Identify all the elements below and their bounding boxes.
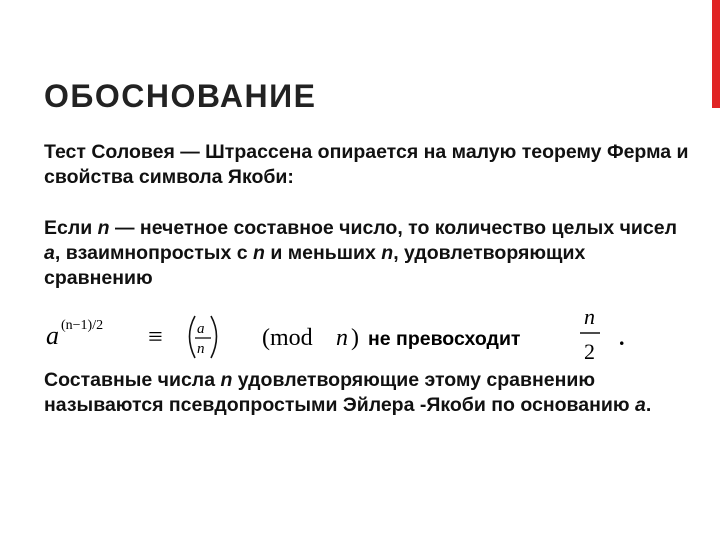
paragraph-definition — [44, 216, 694, 291]
var-n: n — [97, 217, 110, 239]
text-segment: . — [645, 394, 652, 416]
jacobi-left-paren — [190, 316, 196, 358]
var-n: n — [220, 369, 233, 391]
tail-text: не превосходит — [368, 328, 521, 350]
formula-graphic — [44, 302, 694, 364]
mod-var: n — [336, 325, 348, 351]
congruence-formula — [44, 302, 694, 364]
paragraph-intro: Тест Соловея — Штрассена опирается на малую теорему Ферма и свойства символа Якоби: — [44, 141, 689, 188]
accent-bar — [712, 0, 720, 108]
formula-period: . — [619, 325, 625, 350]
formula-exponent: (n−1)/2 — [61, 318, 104, 333]
mod-close: ) — [351, 325, 359, 351]
var-n: n — [252, 242, 265, 264]
paragraph-conclusion — [44, 368, 694, 418]
jacobi-denominator: n — [197, 341, 205, 357]
text-segment: Составные числа — [44, 369, 221, 391]
formula-equiv: ≡ — [148, 322, 163, 351]
slide-title: ОБОСНОВАНИЕ — [44, 78, 317, 114]
frac-numerator: n — [584, 304, 595, 329]
formula-base: a — [46, 321, 59, 350]
jacobi-right-paren — [211, 316, 217, 358]
text-segment: удовлетворяющие этому сравнению называются псевдопростыми Эйлера -Якоби по основанию — [44, 369, 635, 416]
jacobi-numerator: a — [197, 321, 205, 337]
var-n: n — [381, 242, 394, 264]
var-a: a — [634, 394, 646, 416]
text-segment: — нечетное составное число, то количество целых чисел — [109, 217, 677, 239]
text-segment: , удовлетворяющих сравнению — [44, 242, 586, 289]
text-segment: Если — [44, 217, 98, 239]
mod-open: (mod — [262, 325, 313, 351]
frac-denominator: 2 — [584, 339, 595, 364]
text-segment: , взаимнопростых с — [54, 242, 253, 264]
text-segment: и меньших — [264, 242, 382, 264]
var-a: a — [44, 242, 55, 264]
